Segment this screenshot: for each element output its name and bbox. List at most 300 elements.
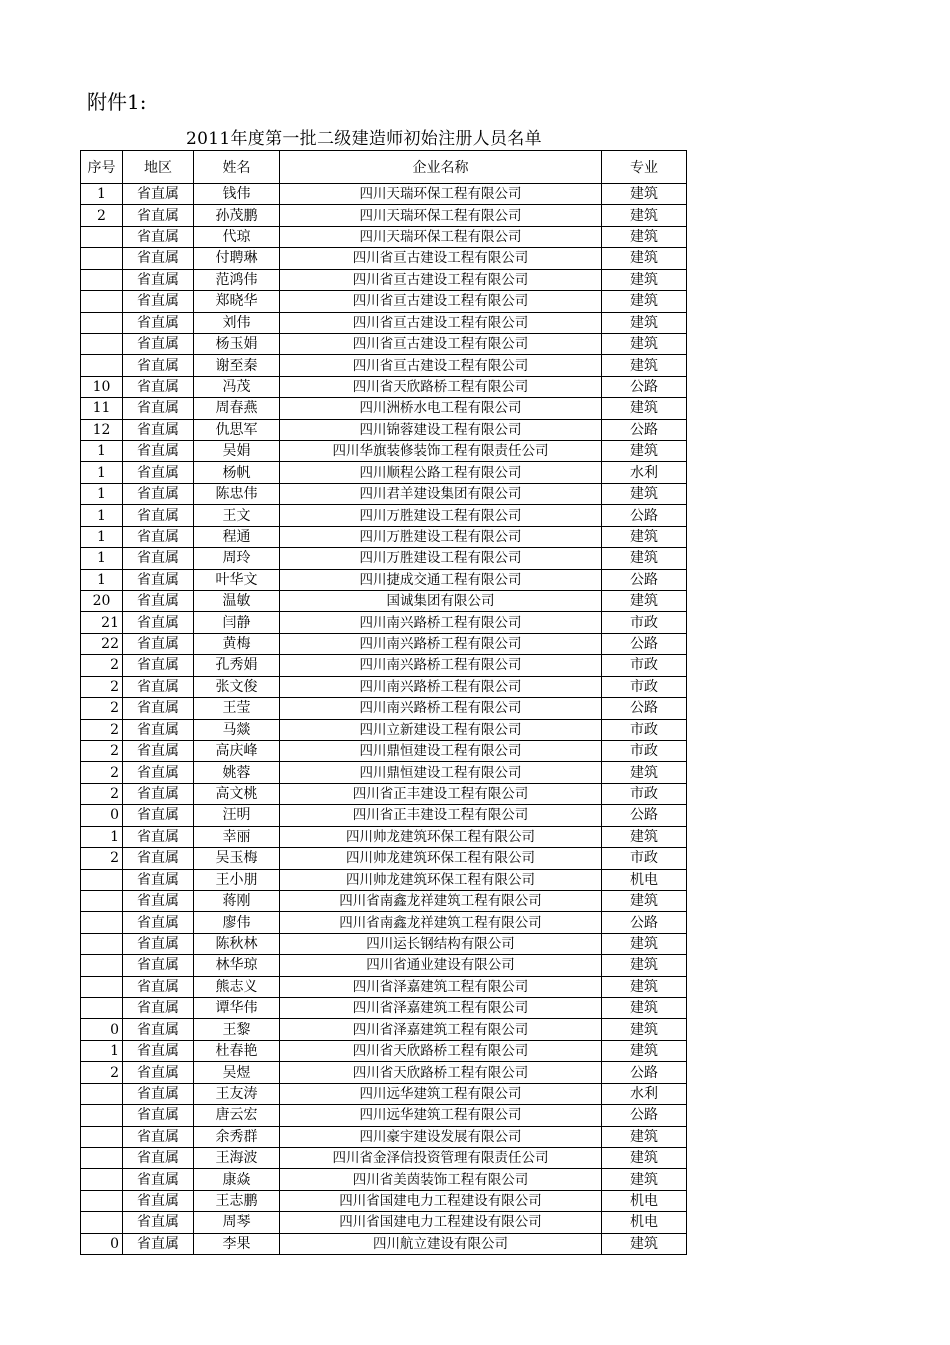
cell-major: 建筑 <box>602 355 687 376</box>
cell-major: 建筑 <box>602 762 687 783</box>
cell-name: 谢至秦 <box>194 355 280 376</box>
cell-company: 四川省南鑫龙祥建筑工程有限公司 <box>280 890 602 911</box>
cell-company: 四川天瑞环保工程有限公司 <box>280 184 602 205</box>
table-row <box>81 1233 687 1254</box>
cell-no <box>81 333 123 354</box>
cell-name: 温敏 <box>194 591 280 612</box>
table-row <box>81 890 687 911</box>
cell-company: 四川远华建筑工程有限公司 <box>280 1083 602 1104</box>
table-row <box>81 955 687 976</box>
cell-no <box>81 912 123 933</box>
cell-no: 21 <box>81 612 123 633</box>
header-region: 地区 <box>123 151 194 184</box>
header-name: 姓名 <box>194 151 280 184</box>
table-row <box>81 912 687 933</box>
cell-company: 四川省泽嘉建筑工程有限公司 <box>280 976 602 997</box>
cell-major: 市政 <box>602 676 687 697</box>
cell-major: 建筑 <box>602 890 687 911</box>
cell-no: 2 <box>81 740 123 761</box>
cell-name: 廖伟 <box>194 912 280 933</box>
cell-no: 10 <box>81 376 123 397</box>
cell-company: 四川天瑞环保工程有限公司 <box>280 226 602 247</box>
cell-region: 省直属 <box>123 462 194 483</box>
cell-no <box>81 1126 123 1147</box>
cell-company: 四川省国建电力工程建设有限公司 <box>280 1190 602 1211</box>
cell-major: 建筑 <box>602 1233 687 1254</box>
table-row <box>81 398 687 419</box>
cell-region: 省直属 <box>123 1233 194 1254</box>
table-row <box>81 1040 687 1061</box>
cell-company: 四川省正丰建设工程有限公司 <box>280 805 602 826</box>
cell-company: 四川省正丰建设工程有限公司 <box>280 783 602 804</box>
cell-name: 付聘琳 <box>194 248 280 269</box>
table-row <box>81 1105 687 1126</box>
cell-company: 四川省亘古建设工程有限公司 <box>280 248 602 269</box>
cell-name: 杜春艳 <box>194 1040 280 1061</box>
table-row <box>81 569 687 590</box>
cell-major: 公路 <box>602 419 687 440</box>
table-row <box>81 462 687 483</box>
cell-name: 周玲 <box>194 548 280 569</box>
cell-name: 陈秋林 <box>194 933 280 954</box>
cell-major: 机电 <box>602 869 687 890</box>
cell-region: 省直属 <box>123 1190 194 1211</box>
cell-major: 水利 <box>602 1083 687 1104</box>
cell-no: 20 <box>81 591 123 612</box>
cell-region: 省直属 <box>123 1105 194 1126</box>
table-row <box>81 1190 687 1211</box>
table-row <box>81 441 687 462</box>
cell-company: 四川省天欣路桥工程有限公司 <box>280 1062 602 1083</box>
cell-company: 四川天瑞环保工程有限公司 <box>280 205 602 226</box>
cell-no <box>81 355 123 376</box>
cell-name: 黄梅 <box>194 633 280 654</box>
cell-major: 建筑 <box>602 248 687 269</box>
cell-major: 建筑 <box>602 548 687 569</box>
table-row <box>81 1147 687 1168</box>
table-row <box>81 805 687 826</box>
cell-major: 建筑 <box>602 312 687 333</box>
cell-region: 省直属 <box>123 333 194 354</box>
cell-name: 代琼 <box>194 226 280 247</box>
cell-major: 公路 <box>602 376 687 397</box>
cell-region: 省直属 <box>123 505 194 526</box>
cell-major: 建筑 <box>602 826 687 847</box>
cell-no <box>81 1105 123 1126</box>
cell-name: 姚蓉 <box>194 762 280 783</box>
cell-region: 省直属 <box>123 805 194 826</box>
cell-name: 叶华文 <box>194 569 280 590</box>
cell-company: 四川华旗装修装饰工程有限责任公司 <box>280 441 602 462</box>
cell-no: 2 <box>81 698 123 719</box>
cell-company: 四川省金泽信投资管理有限责任公司 <box>280 1147 602 1168</box>
cell-company: 四川省美茵装饰工程有限公司 <box>280 1169 602 1190</box>
cell-major: 机电 <box>602 1190 687 1211</box>
cell-no: 1 <box>81 483 123 504</box>
document-title: 2011年度第一批二级建造师初始注册人员名单 <box>186 129 542 149</box>
cell-major: 建筑 <box>602 226 687 247</box>
cell-major: 建筑 <box>602 483 687 504</box>
cell-name: 王莹 <box>194 698 280 719</box>
cell-name: 余秀群 <box>194 1126 280 1147</box>
cell-no: 11 <box>81 398 123 419</box>
table-row <box>81 1083 687 1104</box>
cell-company: 四川君羊建设集团有限公司 <box>280 483 602 504</box>
cell-company: 四川南兴路桥工程有限公司 <box>280 655 602 676</box>
cell-no: 1 <box>81 505 123 526</box>
cell-name: 熊志义 <box>194 976 280 997</box>
cell-no: 1 <box>81 1040 123 1061</box>
cell-major: 市政 <box>602 612 687 633</box>
cell-no <box>81 1190 123 1211</box>
cell-company: 四川帅龙建筑环保工程有限公司 <box>280 869 602 890</box>
cell-major: 市政 <box>602 783 687 804</box>
cell-name: 孔秀娟 <box>194 655 280 676</box>
cell-no: 0 <box>81 1233 123 1254</box>
cell-no: 2 <box>81 205 123 226</box>
cell-major: 建筑 <box>602 1147 687 1168</box>
cell-no: 12 <box>81 419 123 440</box>
cell-company: 四川顺程公路工程有限公司 <box>280 462 602 483</box>
cell-region: 省直属 <box>123 205 194 226</box>
cell-region: 省直属 <box>123 291 194 312</box>
cell-major: 建筑 <box>602 333 687 354</box>
cell-region: 省直属 <box>123 655 194 676</box>
cell-region: 省直属 <box>123 1040 194 1061</box>
cell-company: 四川远华建筑工程有限公司 <box>280 1105 602 1126</box>
cell-name: 王文 <box>194 505 280 526</box>
table-row <box>81 526 687 547</box>
cell-no: 2 <box>81 783 123 804</box>
cell-company: 四川南兴路桥工程有限公司 <box>280 676 602 697</box>
cell-region: 省直属 <box>123 398 194 419</box>
cell-company: 四川帅龙建筑环保工程有限公司 <box>280 826 602 847</box>
cell-region: 省直属 <box>123 890 194 911</box>
table-row <box>81 612 687 633</box>
cell-name: 蒋刚 <box>194 890 280 911</box>
cell-name: 杨玉娟 <box>194 333 280 354</box>
cell-region: 省直属 <box>123 783 194 804</box>
cell-company: 四川省通业建设有限公司 <box>280 955 602 976</box>
cell-name: 孙茂鹏 <box>194 205 280 226</box>
cell-company: 四川南兴路桥工程有限公司 <box>280 698 602 719</box>
cell-no <box>81 248 123 269</box>
cell-name: 郑晓华 <box>194 291 280 312</box>
cell-major: 建筑 <box>602 933 687 954</box>
cell-major: 公路 <box>602 633 687 654</box>
table-row <box>81 269 687 290</box>
cell-region: 省直属 <box>123 826 194 847</box>
cell-name: 吴娟 <box>194 441 280 462</box>
table-row <box>81 1019 687 1040</box>
cell-major: 公路 <box>602 698 687 719</box>
cell-no: 2 <box>81 848 123 869</box>
cell-company: 四川万胜建设工程有限公司 <box>280 548 602 569</box>
table-row <box>81 205 687 226</box>
cell-company: 四川省亘古建设工程有限公司 <box>280 291 602 312</box>
cell-name: 张文俊 <box>194 676 280 697</box>
cell-name: 高文桃 <box>194 783 280 804</box>
cell-no: 1 <box>81 526 123 547</box>
cell-company: 四川南兴路桥工程有限公司 <box>280 633 602 654</box>
cell-no <box>81 955 123 976</box>
registration-table <box>80 150 687 1255</box>
cell-company: 四川洲桥水电工程有限公司 <box>280 398 602 419</box>
cell-major: 市政 <box>602 655 687 676</box>
cell-name: 钱伟 <box>194 184 280 205</box>
cell-region: 省直属 <box>123 1126 194 1147</box>
cell-region: 省直属 <box>123 483 194 504</box>
cell-region: 省直属 <box>123 441 194 462</box>
cell-name: 程通 <box>194 526 280 547</box>
cell-region: 省直属 <box>123 248 194 269</box>
cell-major: 建筑 <box>602 976 687 997</box>
table-row <box>81 1169 687 1190</box>
cell-major: 公路 <box>602 1105 687 1126</box>
cell-no: 2 <box>81 719 123 740</box>
cell-major: 建筑 <box>602 184 687 205</box>
cell-region: 省直属 <box>123 955 194 976</box>
cell-company: 四川省亘古建设工程有限公司 <box>280 333 602 354</box>
header-major: 专业 <box>602 151 687 184</box>
cell-region: 省直属 <box>123 1019 194 1040</box>
table-row <box>81 698 687 719</box>
cell-name: 周春燕 <box>194 398 280 419</box>
cell-company: 国诚集团有限公司 <box>280 591 602 612</box>
cell-major: 建筑 <box>602 955 687 976</box>
cell-region: 省直属 <box>123 1212 194 1233</box>
cell-region: 省直属 <box>123 526 194 547</box>
cell-region: 省直属 <box>123 1147 194 1168</box>
cell-no <box>81 976 123 997</box>
table-row <box>81 591 687 612</box>
cell-name: 吴玉梅 <box>194 848 280 869</box>
table-row <box>81 184 687 205</box>
table-row <box>81 548 687 569</box>
cell-major: 建筑 <box>602 1169 687 1190</box>
cell-company: 四川捷成交通工程有限公司 <box>280 569 602 590</box>
cell-name: 林华琼 <box>194 955 280 976</box>
cell-name: 谭华伟 <box>194 998 280 1019</box>
cell-name: 仇思军 <box>194 419 280 440</box>
cell-region: 省直属 <box>123 569 194 590</box>
cell-name: 汪明 <box>194 805 280 826</box>
cell-company: 四川万胜建设工程有限公司 <box>280 505 602 526</box>
cell-name: 高庆峰 <box>194 740 280 761</box>
cell-region: 省直属 <box>123 848 194 869</box>
cell-name: 康焱 <box>194 1169 280 1190</box>
cell-name: 吴煜 <box>194 1062 280 1083</box>
cell-name: 王友涛 <box>194 1083 280 1104</box>
cell-no: 1 <box>81 184 123 205</box>
table-row <box>81 505 687 526</box>
cell-region: 省直属 <box>123 419 194 440</box>
cell-major: 建筑 <box>602 1040 687 1061</box>
cell-company: 四川省天欣路桥工程有限公司 <box>280 1040 602 1061</box>
cell-no <box>81 998 123 1019</box>
cell-name: 刘伟 <box>194 312 280 333</box>
table-row <box>81 291 687 312</box>
cell-name: 王小朋 <box>194 869 280 890</box>
table-row <box>81 998 687 1019</box>
table-row <box>81 783 687 804</box>
cell-name: 范鸿伟 <box>194 269 280 290</box>
cell-region: 省直属 <box>123 676 194 697</box>
cell-name: 李果 <box>194 1233 280 1254</box>
cell-region: 省直属 <box>123 591 194 612</box>
cell-region: 省直属 <box>123 998 194 1019</box>
cell-region: 省直属 <box>123 355 194 376</box>
attachment-label: 附件1: <box>87 90 147 114</box>
cell-region: 省直属 <box>123 376 194 397</box>
cell-region: 省直属 <box>123 612 194 633</box>
cell-no: 1 <box>81 569 123 590</box>
cell-name: 唐云宏 <box>194 1105 280 1126</box>
table-row <box>81 826 687 847</box>
cell-name: 幸丽 <box>194 826 280 847</box>
table-row <box>81 483 687 504</box>
cell-name: 王志鹏 <box>194 1190 280 1211</box>
cell-region: 省直属 <box>123 933 194 954</box>
cell-no: 22 <box>81 633 123 654</box>
cell-major: 建筑 <box>602 1019 687 1040</box>
header-company: 企业名称 <box>280 151 602 184</box>
cell-company: 四川鼎恒建设工程有限公司 <box>280 740 602 761</box>
cell-no <box>81 1147 123 1168</box>
cell-region: 省直属 <box>123 740 194 761</box>
table-row <box>81 762 687 783</box>
cell-no: 0 <box>81 805 123 826</box>
cell-company: 四川帅龙建筑环保工程有限公司 <box>280 848 602 869</box>
cell-name: 杨帆 <box>194 462 280 483</box>
cell-major: 建筑 <box>602 205 687 226</box>
table-row <box>81 869 687 890</box>
table-row <box>81 719 687 740</box>
cell-name: 马燚 <box>194 719 280 740</box>
cell-region: 省直属 <box>123 226 194 247</box>
cell-region: 省直属 <box>123 762 194 783</box>
cell-region: 省直属 <box>123 719 194 740</box>
cell-major: 水利 <box>602 462 687 483</box>
cell-company: 四川省亘古建设工程有限公司 <box>280 312 602 333</box>
cell-region: 省直属 <box>123 269 194 290</box>
table-row <box>81 655 687 676</box>
cell-no <box>81 933 123 954</box>
cell-no: 1 <box>81 548 123 569</box>
cell-no <box>81 1212 123 1233</box>
cell-no: 1 <box>81 462 123 483</box>
cell-no: 2 <box>81 676 123 697</box>
cell-major: 公路 <box>602 505 687 526</box>
table-row <box>81 248 687 269</box>
cell-no: 2 <box>81 1062 123 1083</box>
table-row <box>81 312 687 333</box>
table-row <box>81 633 687 654</box>
cell-major: 建筑 <box>602 526 687 547</box>
cell-major: 建筑 <box>602 291 687 312</box>
cell-no: 1 <box>81 826 123 847</box>
table-row <box>81 355 687 376</box>
table-row <box>81 376 687 397</box>
cell-name: 陈忠伟 <box>194 483 280 504</box>
cell-no <box>81 291 123 312</box>
cell-major: 建筑 <box>602 998 687 1019</box>
cell-major: 市政 <box>602 719 687 740</box>
cell-company: 四川立新建设工程有限公司 <box>280 719 602 740</box>
cell-company: 四川省亘古建设工程有限公司 <box>280 269 602 290</box>
cell-company: 四川万胜建设工程有限公司 <box>280 526 602 547</box>
cell-region: 省直属 <box>123 1062 194 1083</box>
table-row <box>81 1062 687 1083</box>
cell-major: 建筑 <box>602 398 687 419</box>
cell-no: 1 <box>81 441 123 462</box>
cell-major: 建筑 <box>602 269 687 290</box>
cell-no: 0 <box>81 1019 123 1040</box>
cell-company: 四川省亘古建设工程有限公司 <box>280 355 602 376</box>
cell-company: 四川省泽嘉建筑工程有限公司 <box>280 998 602 1019</box>
cell-no <box>81 269 123 290</box>
cell-no <box>81 1083 123 1104</box>
cell-major: 建筑 <box>602 441 687 462</box>
cell-region: 省直属 <box>123 1083 194 1104</box>
cell-major: 建筑 <box>602 591 687 612</box>
cell-no <box>81 1169 123 1190</box>
cell-company: 四川省泽嘉建筑工程有限公司 <box>280 1019 602 1040</box>
cell-company: 四川省天欣路桥工程有限公司 <box>280 376 602 397</box>
cell-major: 公路 <box>602 569 687 590</box>
table-row <box>81 740 687 761</box>
cell-region: 省直属 <box>123 1169 194 1190</box>
cell-region: 省直属 <box>123 976 194 997</box>
cell-name: 王海波 <box>194 1147 280 1168</box>
cell-name: 冯茂 <box>194 376 280 397</box>
table-body <box>81 184 687 1255</box>
cell-region: 省直属 <box>123 184 194 205</box>
cell-no <box>81 312 123 333</box>
table-row <box>81 333 687 354</box>
cell-company: 四川豪宇建设发展有限公司 <box>280 1126 602 1147</box>
cell-no: 2 <box>81 762 123 783</box>
table-row <box>81 933 687 954</box>
cell-major: 公路 <box>602 912 687 933</box>
cell-company: 四川南兴路桥工程有限公司 <box>280 612 602 633</box>
table-row <box>81 419 687 440</box>
cell-company: 四川航立建设有限公司 <box>280 1233 602 1254</box>
table-row <box>81 1126 687 1147</box>
cell-no: 2 <box>81 655 123 676</box>
cell-name: 王黎 <box>194 1019 280 1040</box>
cell-major: 市政 <box>602 848 687 869</box>
header-no: 序号 <box>81 151 123 184</box>
cell-name: 周琴 <box>194 1212 280 1233</box>
cell-no <box>81 226 123 247</box>
table-row <box>81 676 687 697</box>
table-row <box>81 226 687 247</box>
cell-company: 四川锦蓉建设工程有限公司 <box>280 419 602 440</box>
cell-region: 省直属 <box>123 698 194 719</box>
cell-major: 机电 <box>602 1212 687 1233</box>
cell-major: 建筑 <box>602 1126 687 1147</box>
cell-name: 闫静 <box>194 612 280 633</box>
table-row <box>81 976 687 997</box>
cell-company: 四川鼎恒建设工程有限公司 <box>280 762 602 783</box>
cell-region: 省直属 <box>123 912 194 933</box>
cell-no <box>81 869 123 890</box>
cell-no <box>81 890 123 911</box>
cell-region: 省直属 <box>123 633 194 654</box>
cell-major: 市政 <box>602 740 687 761</box>
cell-region: 省直属 <box>123 548 194 569</box>
